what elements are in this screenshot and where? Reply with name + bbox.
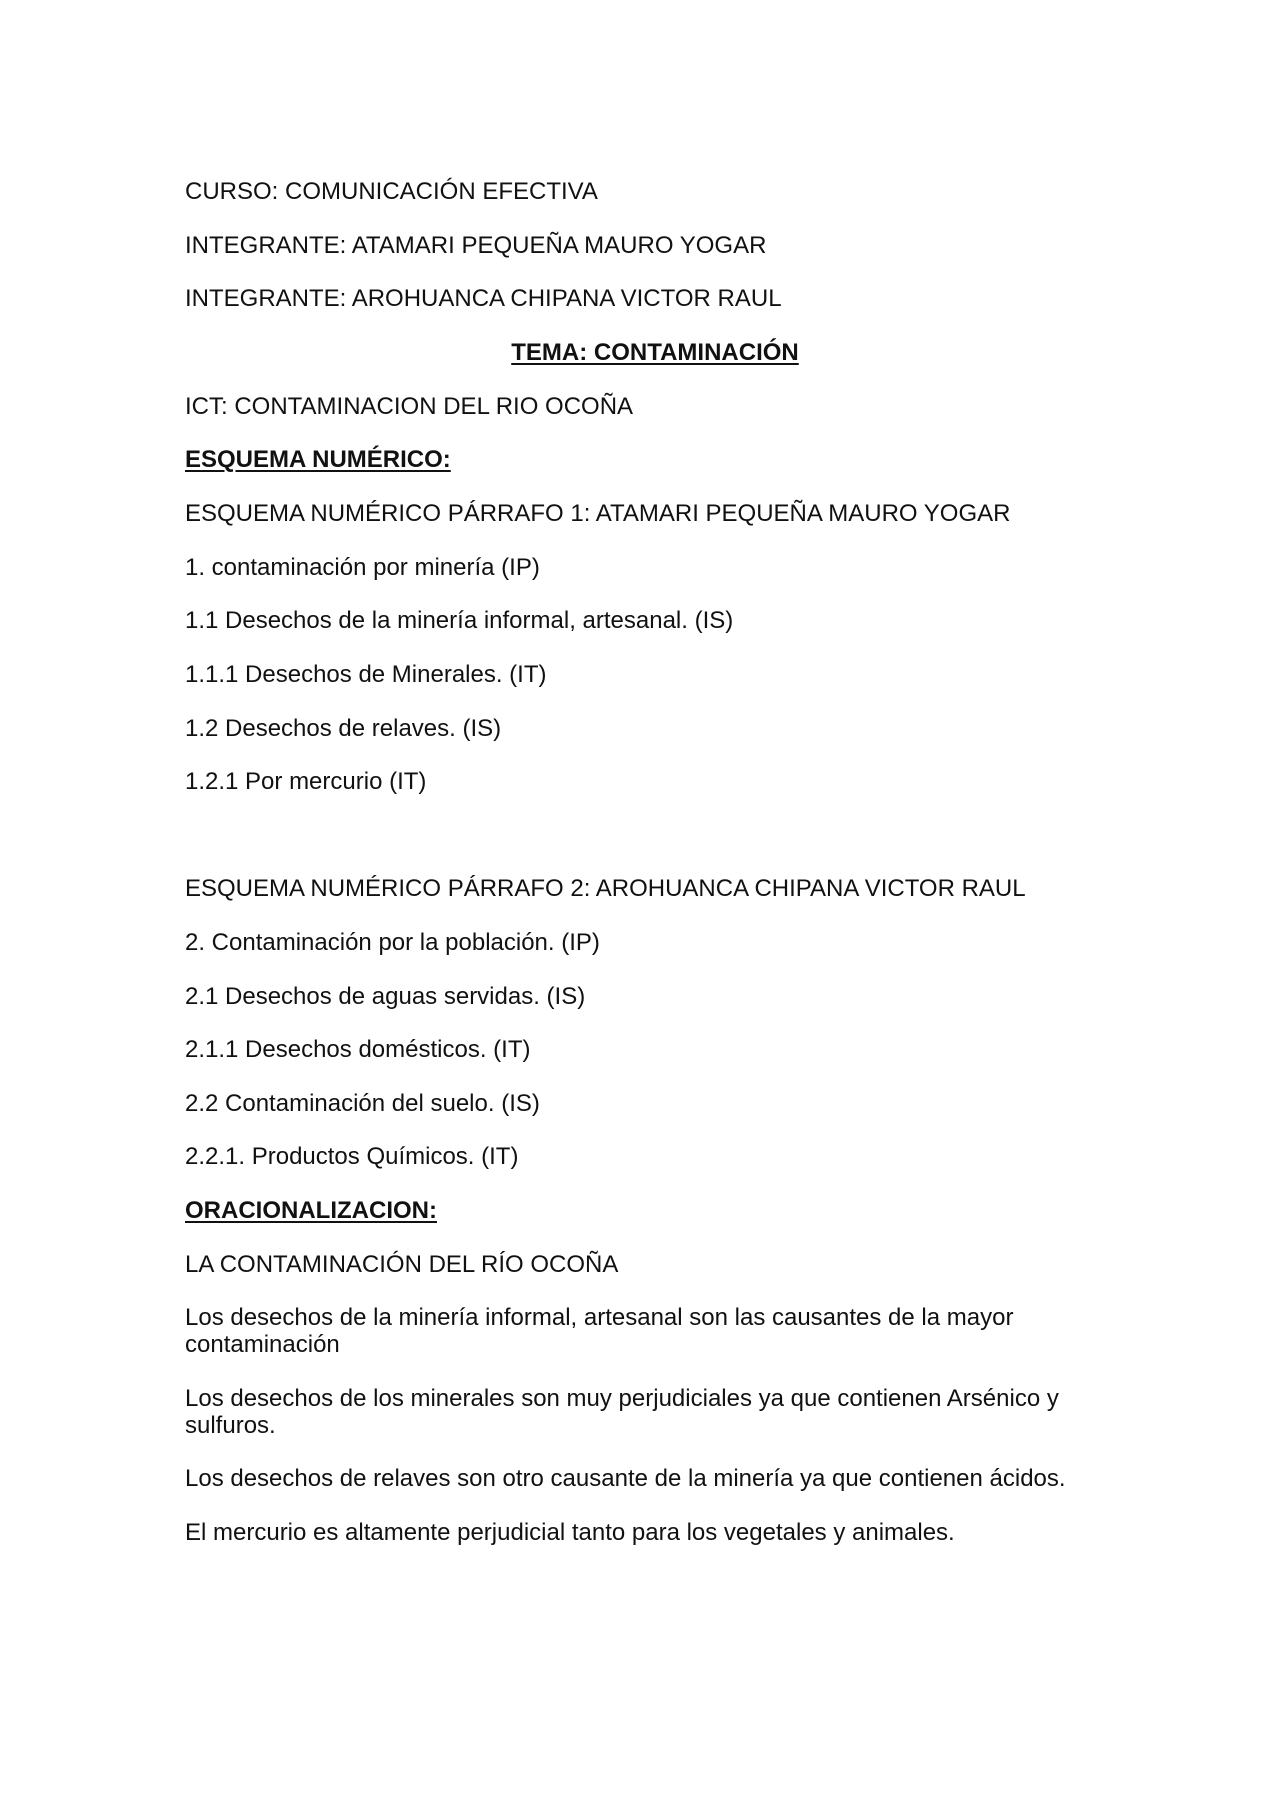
sentence: Los desechos de relaves son otro causante de la minería ya que contienen ácidos. (185, 1465, 1066, 1492)
list-item: 2. Contaminación por la población. (IP) (185, 929, 600, 956)
sentence: Los desechos de los minerales son muy perjudiciales ya que contienen Arsénico y sulfuros. (185, 1385, 1059, 1439)
sentence: Los desechos de la minería informal, artesanal son las causantes de la mayor contaminación (185, 1304, 1014, 1358)
list-item: 1. contaminación por minería (IP) (185, 554, 540, 581)
sentence: El mercurio es altamente perjudicial tanto para los vegetales y animales. (185, 1519, 955, 1546)
list-item: 2.1.1 Desechos domésticos. (IT) (185, 1036, 531, 1063)
tema-title: TEMA: CONTAMINACIÓN (511, 339, 799, 366)
integrante-1-line: INTEGRANTE: ATAMARI PEQUEÑA MAURO YOGAR (185, 232, 767, 259)
esquema-heading: ESQUEMA NUMÉRICO: (185, 446, 451, 473)
ict-line: ICT: CONTAMINACION DEL RIO OCOÑA (185, 393, 634, 420)
list-item: 1.1 Desechos de la minería informal, artesanal. (IS) (185, 607, 734, 634)
curso-line: CURSO: COMUNICACIÓN EFECTIVA (185, 178, 598, 205)
oracionalizacion-heading: ORACIONALIZACION: (185, 1197, 437, 1224)
list-item: 2.2.1. Productos Químicos. (IT) (185, 1143, 519, 1170)
integrante-2-line: INTEGRANTE: AROHUANCA CHIPANA VICTOR RAUL (185, 285, 782, 312)
parrafo-2-title: ESQUEMA NUMÉRICO PÁRRAFO 2: AROHUANCA CHIPANA VICTOR RAUL (185, 875, 1026, 902)
list-item: 1.2.1 Por mercurio (IT) (185, 768, 427, 795)
list-item: 1.1.1 Desechos de Minerales. (IT) (185, 661, 547, 688)
list-item: 1.2 Desechos de relaves. (IS) (185, 715, 502, 742)
oracionalizacion-subtitle: LA CONTAMINACIÓN DEL RÍO OCOÑA (185, 1251, 619, 1278)
list-item: 2.2 Contaminación del suelo. (IS) (185, 1090, 540, 1117)
list-item: 2.1 Desechos de aguas servidas. (IS) (185, 983, 586, 1010)
parrafo-1-title: ESQUEMA NUMÉRICO PÁRRAFO 1: ATAMARI PEQUEÑA MAURO YOGAR (185, 500, 1011, 527)
